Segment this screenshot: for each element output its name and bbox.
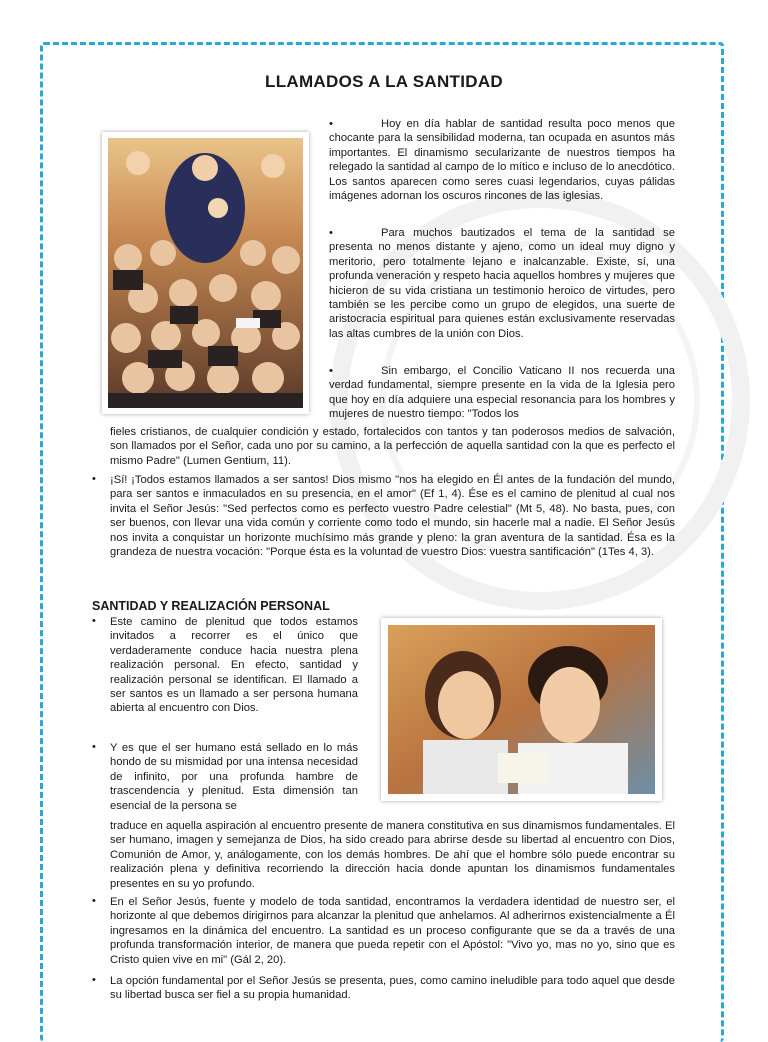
intro-paragraph-2: • Para muchos bautizados el tema de la santidad se presenta no menos distante y ajeno, como un ideal muy digno y meritorio, pero totalmente lejano e inalcanzable. Existe, sí, una profunda veneración y respeto hacia aquellos hombres y mujeres que hicieron de su vida cristiana un testimonio heroico de virtudes, pero también se les percibe como un grupo de elegidos, una suerte de aristocracia espiritual para quienes están exclusivamente reservadas las altas cumbres de la unión con Dios. — [329, 227, 675, 340]
saints-collage-image — [102, 132, 309, 414]
section-bullet-3: En el Señor Jesús, fuente y modelo de toda santidad, encontramos la verdadera identidad de nuestro ser, el horizonte al que debemos dirigirnos para alcanzar la plenitud que anhelamos. Al adherirnos existencialmente a Él ingresamos en la dinámica del encuentro. La santidad es un proceso configurante que se da a través de una profunda transformación interior, de manera que pueda repetir con el Apóstol: "Vivo yo, mas no yo, sino que es Cristo quien vive en mi" (Gál 2, 20). — [110, 896, 675, 966]
section-bullet-4: La opción fundamental por el Señor Jesús se presenta, pues, como camino ineludible para todo aquel que desde su libertad busca ser fiel a su propia humanidad. — [110, 975, 675, 1002]
bullet: • — [92, 615, 96, 627]
page-title: LLAMADOS A LA SANTIDAD — [265, 72, 503, 91]
two-youths-image — [381, 618, 662, 801]
intro-paragraph-3a: • Sin embargo, el Concilio Vaticano II nos recuerda una verdad fundamental, siempre presente en la vida de la Iglesia pero que hoy en día adquiere una especial resonancia para los hombres y mujeres de nuestro tiempo: "Todos los — [329, 365, 675, 421]
section-bullet-2a: Y es que el ser humano está sellado en lo más hondo de su mismidad por una intensa necesidad de infinito, por una profunda hambre de trascendencia y plenitud. Esta dimensión tan esencial de la persona se — [110, 742, 358, 812]
intro-paragraph-3b: fieles cristianos, de cualquier condición y estado, fortalecidos con tantos y tan poderosos medios de salvación, son llamados por el Señor, cada uno por su camino, a la perfección de aquella santidad con la que es perfecto el mismo Padre" (Lumen Gentium, 11). — [110, 426, 675, 467]
section-bullet-1: Este camino de plenitud que todos estamos invitados a recorrer es el único que verdaderamente conduce hacia nuestra plena realización personal. En efecto, santidad y realización personal se identifican. El llamado a ser santos es un llamado a ser persona humana abierta al encuentro con Dios. — [110, 616, 358, 715]
section-heading: SANTIDAD Y REALIZACIÓN PERSONAL — [92, 599, 330, 613]
intro-paragraph-4: ¡Sí! ¡Todos estamos llamados a ser santos! Dios mismo "nos ha elegido en Él antes de la fundación del mundo, para ser santos e inmaculados en su presencia, en el amor" (Ef 1, 4). Ése es el camino de plenitud al cual nos invita el Señor Jesús: "Sed perfectos como es perfecto vuestro Padre celestial" (Mt 5, 48). No basta, pues, con ser buenos, con llevar una vida común y corriente como todo el mundo, sin hacerle mal a nadie. El Señor Jesús nos invita a conquistar un horizonte muchísimo más grande y pleno: la gran aventura de la santidad. Ésa es la grandeza de nuestra vocación: "Porque ésta es la voluntad de vuestro Dios: vuestra santificación" (1Tes 4, 3). — [110, 474, 675, 559]
bullet: • — [329, 118, 333, 130]
intro-paragraph-1: • Hoy en día hablar de santidad resulta poco menos que chocante para la sensibilidad moderna, tan ocupada en asuntos más importantes. El dinamismo secularizante de nuestros tiempos ha relegado la santidad al campo de lo mítico e incluso de lo anecdótico. Los santos aparecen como seres cuasi legendarios, cuyas pálidas imágenes adornan los oscuros rincones de las iglesias. — [329, 118, 675, 203]
section-bullet-2b: traduce en aquella aspiración al encuentro presente de manera constitutiva en sus dinamismos fundamentales. El ser humano, imagen y semejanza de Dios, ha sido creado para abrirse desde su libertad al encuentro con Dios, Comunión de Amor, y, análogamente, con los demás hombres. De ahí que el hombre sólo puede encontrar su realización plena y definitiva recorriendo la dirección hacia donde apuntan los dinamismos fundamentales presentes en su yo profundo. — [110, 820, 675, 890]
bullet: • — [92, 741, 96, 753]
bullet: • — [329, 365, 333, 377]
bullet: • — [329, 227, 333, 239]
bullet: • — [92, 974, 96, 986]
bullet: • — [92, 473, 96, 485]
bullet: • — [92, 895, 96, 907]
